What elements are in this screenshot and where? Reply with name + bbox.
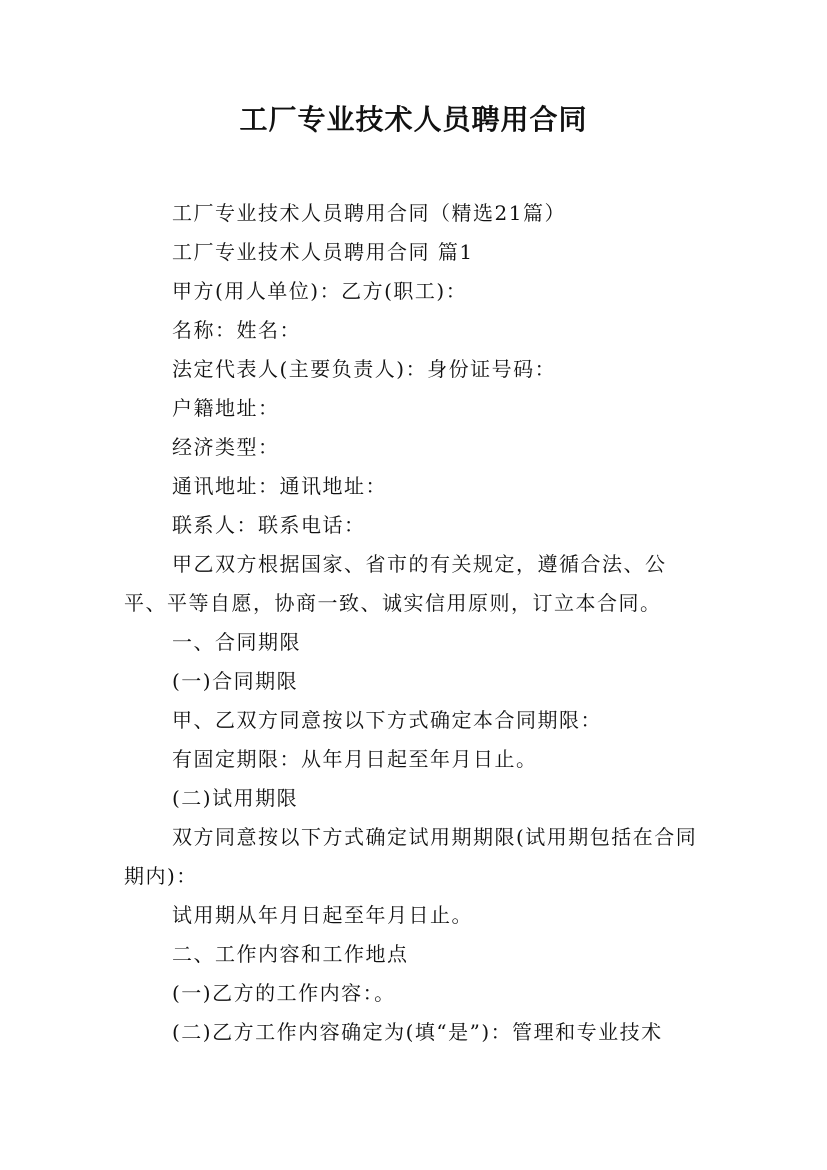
paragraph-contract-term: (一)合同期限 <box>172 669 299 693</box>
paragraph-name: 名称：姓名： <box>172 318 301 342</box>
paragraph-work-content: (一)乙方的工作内容：。 <box>172 981 396 1005</box>
paragraph-legal-representative: 法定代表人(主要负责人)：身份证号码： <box>172 357 557 381</box>
paragraph-term-heading: 一、合同期限 <box>172 630 301 654</box>
document-title: 工厂专业技术人员聘用合同 <box>239 103 588 136</box>
paragraph-probation-period: 试用期从年月日起至年月日止。 <box>172 903 473 927</box>
paragraph-fixed-term: 有固定期限：从年月日起至年月日止。 <box>172 747 538 771</box>
paragraph-probation-heading: (二)试用期限 <box>172 786 299 810</box>
paragraph-section-heading: 工厂专业技术人员聘用合同 篇1 <box>172 240 474 264</box>
paragraph-mailing-address: 通讯地址：通讯地址： <box>172 474 387 498</box>
document-body <box>124 194 708 1052</box>
paragraph-term-method: 甲、乙双方同意按以下方式确定本合同期限： <box>172 708 602 732</box>
paragraph-work-type: (二)乙方工作内容确定为(填“是”)：管理和专业技术 <box>172 1020 663 1044</box>
paragraph-work-heading: 二、工作内容和工作地点 <box>172 942 409 966</box>
paragraph-household-address: 户籍地址： <box>172 396 280 420</box>
paragraph-economic-type: 经济类型： <box>172 435 280 459</box>
paragraph-principles: 甲乙双方根据国家、省市的有关规定，遵循合法、公平、平等自愿，协商一致、诚实信用原则，订立本合同。 <box>124 552 667 615</box>
paragraph-contact: 联系人：联系电话： <box>172 513 366 537</box>
paragraph-parties: 甲方(用人单位)：乙方(职工)： <box>172 279 468 303</box>
paragraph-probation-method: 双方同意按以下方式确定试用期期限(试用期包括在合同期内)： <box>124 825 698 888</box>
paragraph-subtitle: 工厂专业技术人员聘用合同（精选21篇） <box>172 201 566 225</box>
